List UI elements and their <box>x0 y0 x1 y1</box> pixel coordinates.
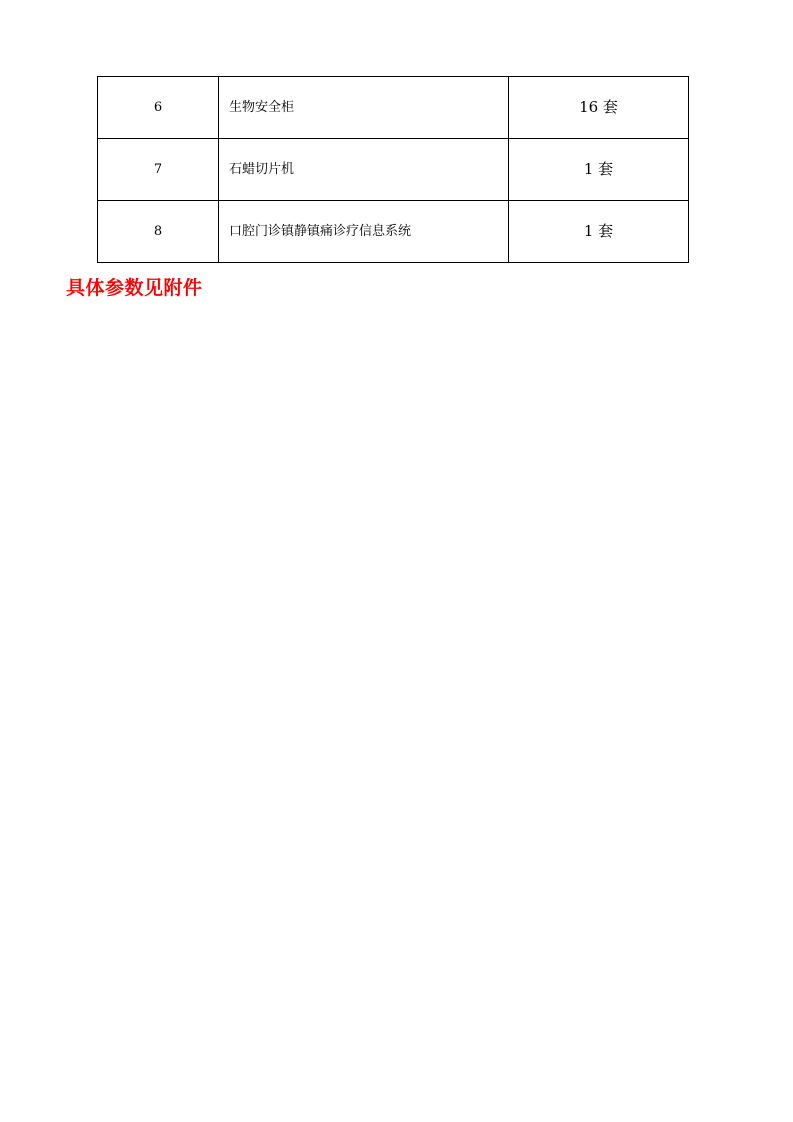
table-row <box>98 77 689 139</box>
row-number: 7 <box>153 162 163 177</box>
row-number-cell <box>98 201 219 263</box>
row-number-cell <box>98 139 219 201</box>
item-name: 石蜡切片机 <box>229 162 295 177</box>
item-name: 生物安全柜 <box>229 100 295 115</box>
item-quantity: 1 套 <box>583 222 614 240</box>
attachment-note: 具体参数见附件 <box>66 277 203 299</box>
row-number: 6 <box>153 100 163 115</box>
item-quantity-cell <box>509 201 689 263</box>
item-quantity-cell <box>509 77 689 139</box>
row-number-cell <box>98 77 219 139</box>
table-row <box>98 139 689 201</box>
item-name-cell <box>219 77 509 139</box>
item-name: 口腔门诊镇静镇痛诊疗信息系统 <box>229 224 412 239</box>
item-quantity: 1 套 <box>583 160 614 178</box>
row-number: 8 <box>153 224 163 239</box>
item-quantity: 16 套 <box>579 98 618 116</box>
item-name-cell <box>219 201 509 263</box>
equipment-table <box>97 76 689 263</box>
table-row <box>98 201 689 263</box>
item-quantity-cell <box>509 139 689 201</box>
item-name-cell <box>219 139 509 201</box>
